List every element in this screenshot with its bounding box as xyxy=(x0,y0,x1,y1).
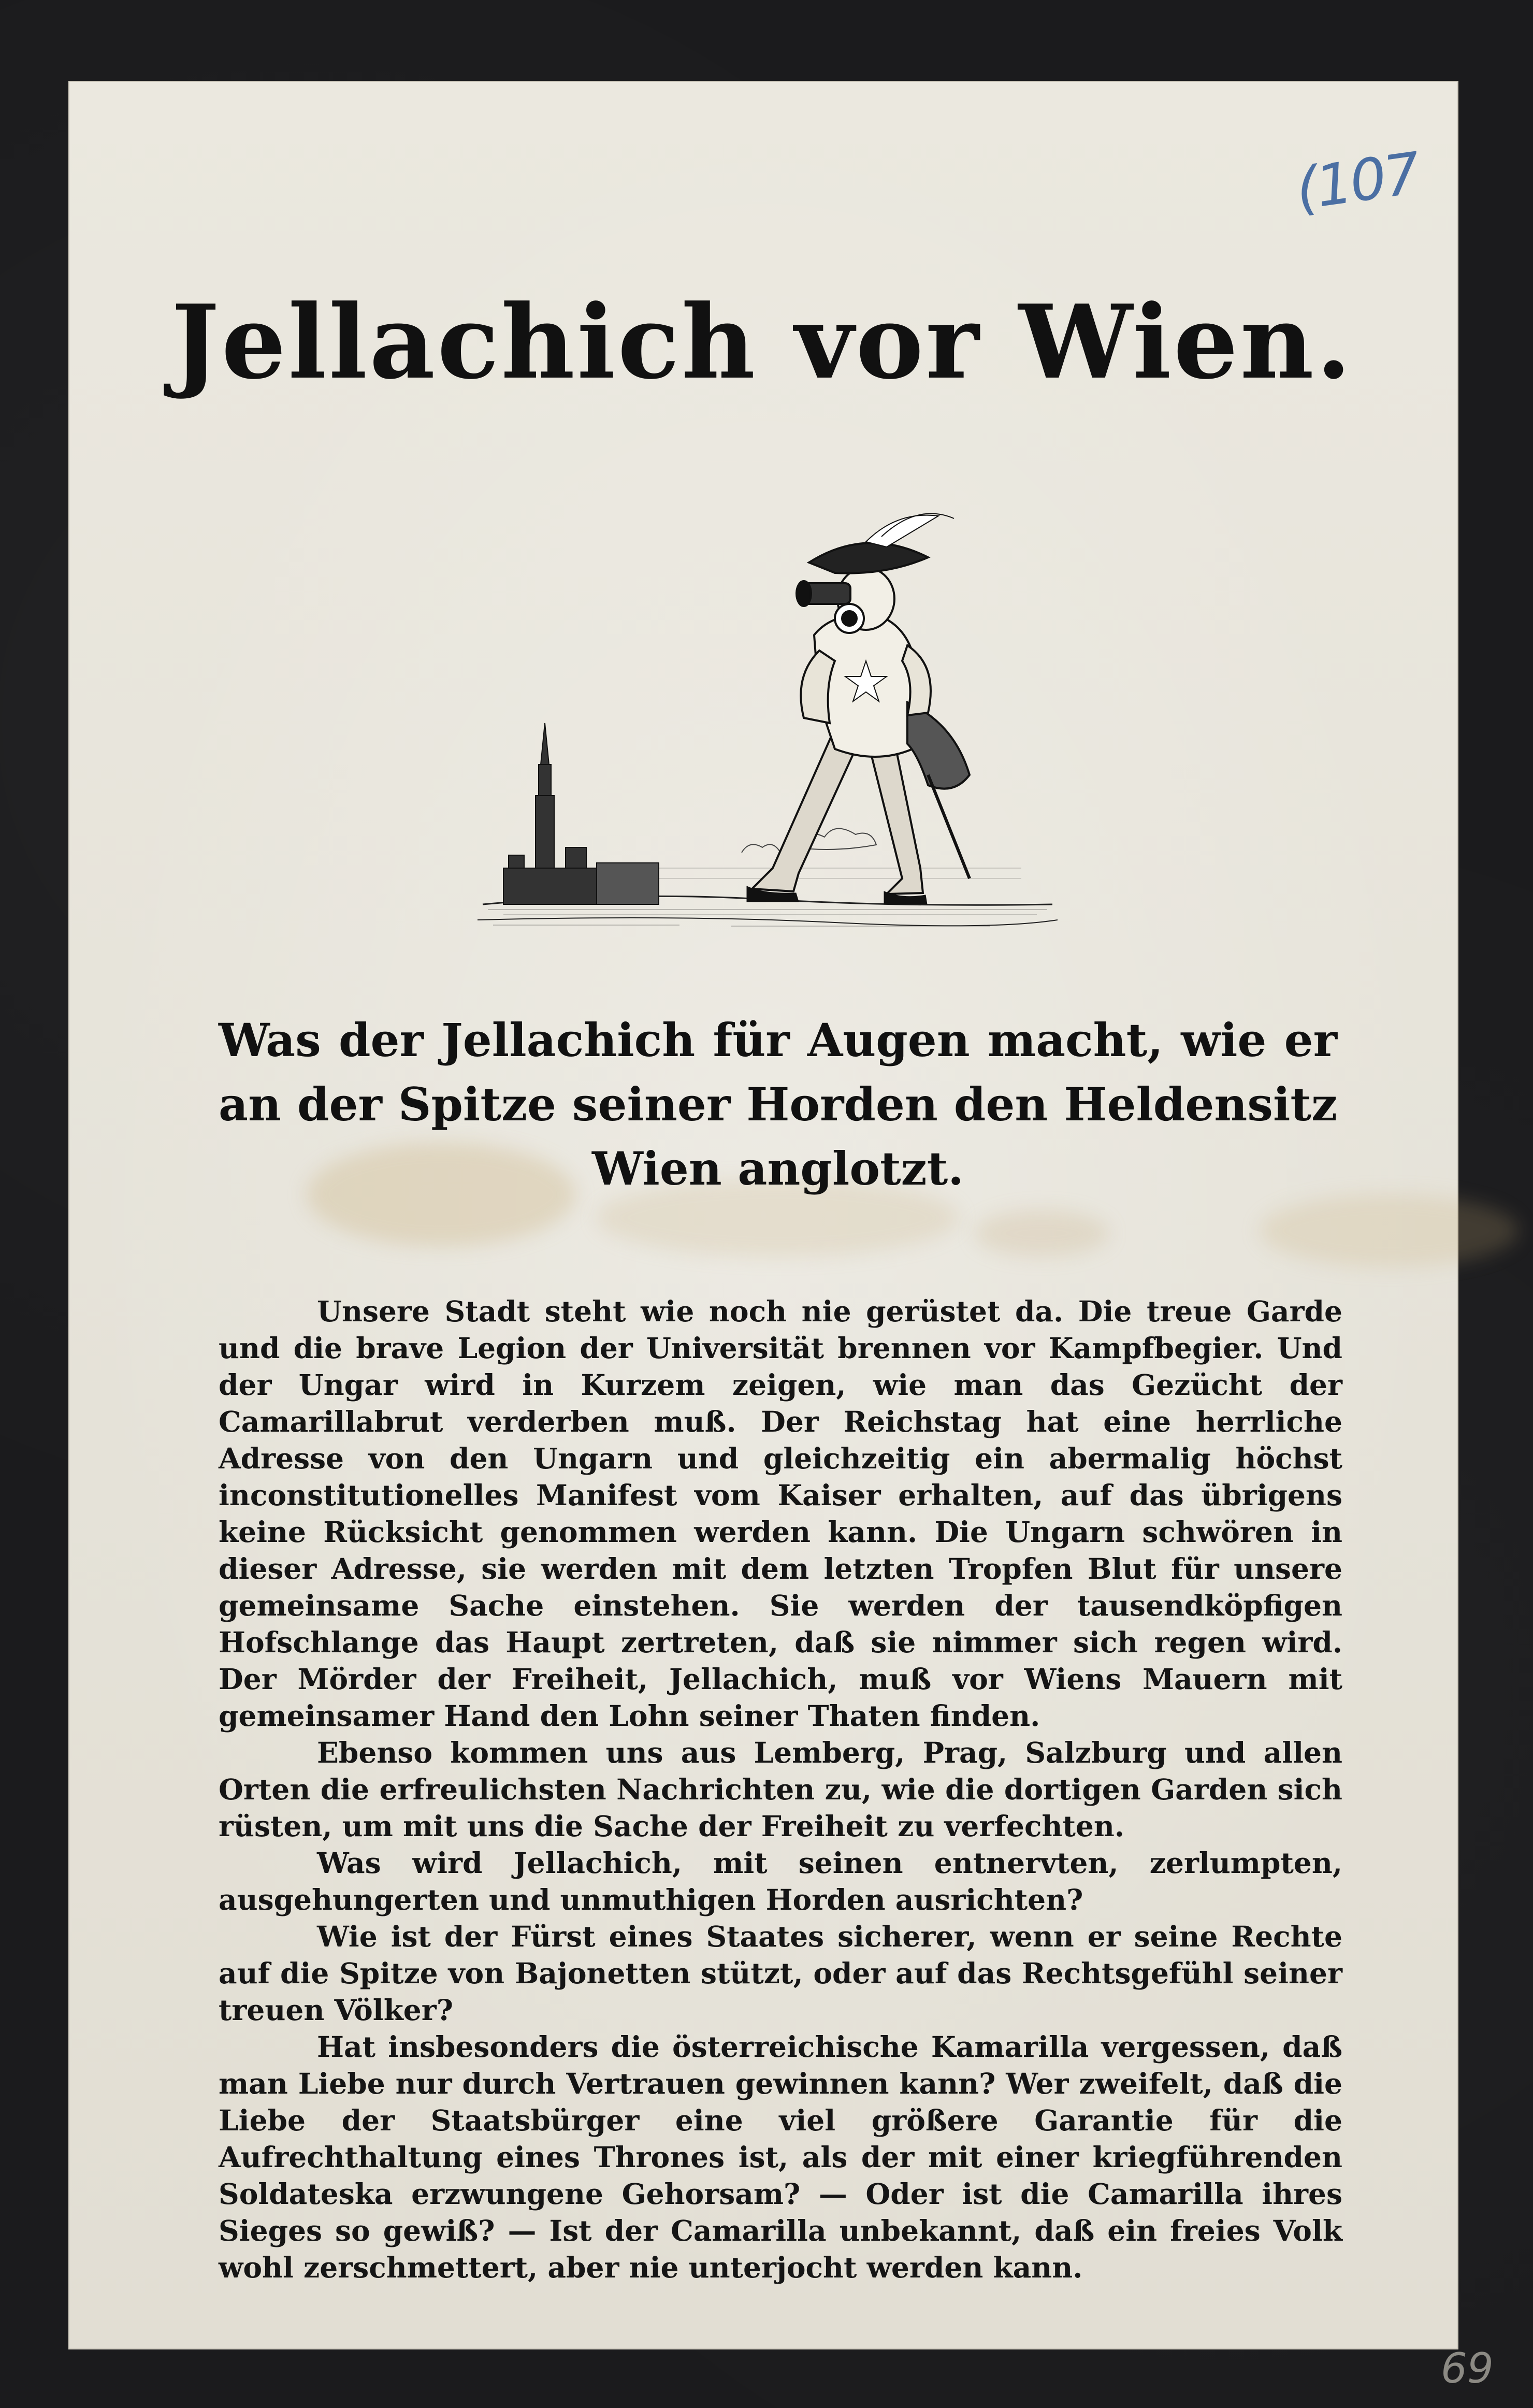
caricature-illustration xyxy=(472,506,1063,961)
paragraph: Wie ist der Fürst eines Staates sicherer, wenn er seine Rechte auf die Spitze von Bajonetten stützt, oder auf das Rechtsgefühl seiner treuen Völker? xyxy=(219,1920,1342,2027)
handwritten-archive-number: (107 xyxy=(1292,140,1423,223)
handwritten-page-number: 69 xyxy=(1441,2344,1494,2392)
paper-sheet xyxy=(68,81,1494,2392)
paragraph: Was wird Jellachich, mit seinen entnervten, zerlumpten, ausgehungerten und unmuthigen Horden ausrichten? xyxy=(219,1846,1342,1916)
page-title: Jellachich vor Wien. xyxy=(171,283,1354,402)
water-stain xyxy=(1260,1194,1518,1267)
figure-body xyxy=(752,615,970,894)
paragraph: Unsere Stadt steht wie noch nie gerüstet da. Die treue Garde und die brave Legion der Universität brennen vor Kampfbegier. Und der Ungar wird in Kurzem zeigen, wie man das Gezücht der Camarillabrut verderben muß. Der Reichstag hat eine herrliche Adresse von den Ungarn und gleichzeitig ein abermalig höchst inconstitutionelles Manifest vom Kaiser erhalten, auf das übrigens keine Rücksicht genommen werden kann. Die Ungarn schwören in dieser Adresse, sie werden mit dem letzten Tropfen Blut für unsere gemeinsame Sache einstehen. Sie werden der tausendköpfigen Hofschlange das Haupt zertreten, daß sie nimmer sich regen wird. Der Mörder der Freiheit, Jellachich, muß vor Wiens Mauern mit gemeinsamer Hand den Lohn seiner Thaten finden. xyxy=(219,1294,1342,1733)
water-stain xyxy=(975,1210,1109,1257)
figure-head xyxy=(797,514,954,633)
article-body xyxy=(219,1293,1342,2286)
paragraph: Hat insbesonders die österreichische Kamarilla vergessen, daß man Liebe nur durch Vertrauen gewinnen kann? Wer zweifelt, daß die Liebe der Staatsbürger eine viel größere Garantie für die Aufrechthaltung eines Thrones ist, als der mit einer kriegführenden Soldateska erzwungene Gehorsam? — Oder ist die Camarilla ihres Sieges so gewiß? — Ist der Camarilla unbekannt, daß ein freies Volk wohl zerschmettert, aber nie unterjocht werden kann. xyxy=(219,2030,1342,2284)
vienna-skyline xyxy=(503,723,659,904)
subtitle: Was der Jellachich für Augen macht, wie er an der Spitze seiner Horden den Heldensitz Wien anglotzt. xyxy=(219,1013,1337,1195)
paragraph: Ebenso kommen uns aus Lemberg, Prag, Salzburg und allen Orten die erfreulichsten Nachrichten zu, wie die dortigen Garden sich rüsten, um mit uns die Sache der Freiheit zu verfechten. xyxy=(219,1736,1342,1843)
